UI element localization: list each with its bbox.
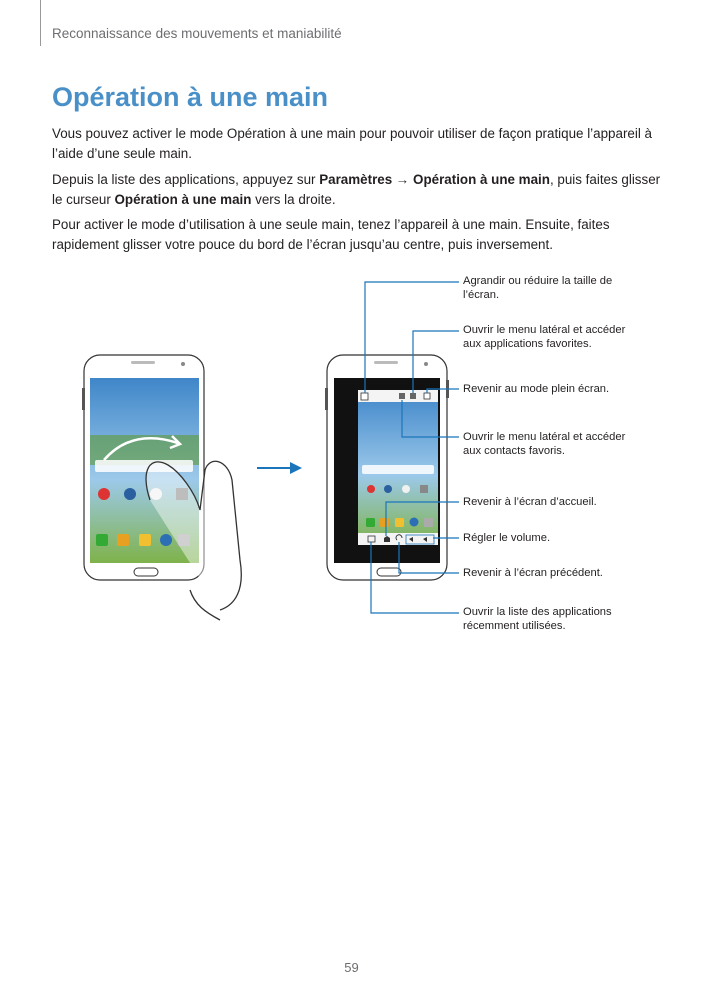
phone-icon (96, 534, 108, 546)
running-header: Reconnaissance des mouvements et maniabilité (52, 26, 342, 41)
favorite-apps-icon (399, 393, 405, 399)
bold-term-settings: Paramètres (319, 172, 393, 187)
page-number: 59 (344, 960, 359, 975)
contacts-icon (117, 534, 129, 546)
arrow-glyph: → (392, 172, 414, 187)
callout-back: Revenir à l’écran précédent. (463, 567, 603, 579)
search-bar (95, 460, 193, 472)
app-icon-1 (98, 488, 110, 500)
text-run: Depuis la liste des applications, appuyez sur (52, 172, 320, 187)
illustration (0, 260, 703, 660)
messages-icon (139, 534, 151, 546)
callout-recent-apps: Ouvrir la liste des applications récemment utilisées. (463, 606, 612, 632)
callout-home: Revenir à l’écran d’accueil. (463, 496, 597, 508)
callout-resize: Agrandir ou réduire la taille de l’écran. (463, 275, 613, 301)
paragraph-intro: Vous pouvez activer le mode Opération à une main pour pouvoir utiliser de façon pratique l’appareil à l’aide d’une seule main. (52, 126, 652, 161)
speaker-grille (131, 361, 155, 364)
text-run: , puis faites glisser le curseur (52, 172, 661, 207)
header-rule (40, 0, 41, 46)
left-phone (82, 355, 241, 620)
paragraph-gesture: Pour activer le mode d’utilisation à une seule main, tenez l’appareil à une main. Ensuite, faites rapidement glisser votre pouce du bord de l’écran jusqu’au centre, puis inversement. (52, 217, 610, 252)
callout-fullscreen: Revenir au mode plein écran. (463, 383, 610, 395)
bold-term-one-hand: Opération à une main (413, 172, 550, 187)
favorite-contacts-icon (410, 393, 416, 399)
callout-favorite-apps: Ouvrir le menu latéral et accéder aux applications favorites. (463, 324, 626, 350)
front-camera (181, 362, 185, 366)
page-title: Opération à une main (52, 82, 329, 112)
callout-volume: Régler le volume. (463, 532, 551, 544)
app-icon-2 (124, 488, 136, 500)
text-run: vers la droite. (251, 191, 336, 207)
callout-favorite-contacts: Ouvrir le menu latéral et accéder aux contacts favoris. (463, 431, 626, 457)
bold-term-slider: Opération à une main (114, 191, 252, 207)
internet-icon (160, 534, 172, 546)
phones-illustration (0, 260, 703, 660)
fullscreen-icon (424, 393, 430, 399)
resize-handle-icon (361, 393, 368, 400)
transition-arrow (257, 462, 302, 474)
paragraph-settings (52, 170, 662, 209)
